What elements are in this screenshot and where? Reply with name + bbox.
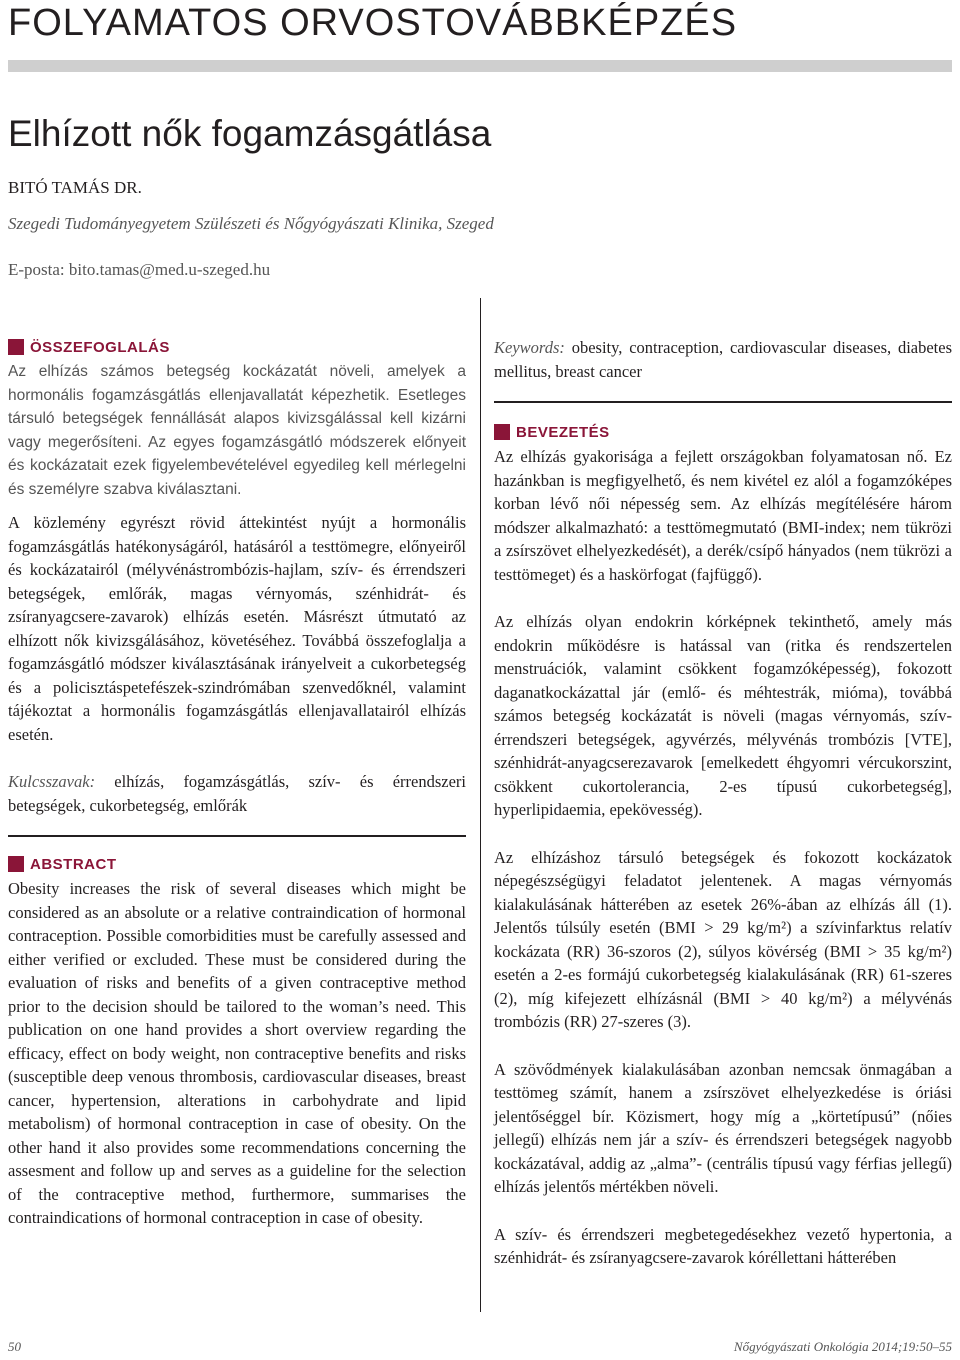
intro-paragraph-2: Az elhízás olyan endokrin kórképnek tekinthető, amely más endokrin működésre is hatással van (ritka és rendszertelen menstruációk, valamint csökkent fogamzóképesség), fokozott daganatkockázattal jár (emlő- és méhtestrák, mióma), továbbá számos betegség kockázatát is növeli (magas vérnyomás, szív-érrendszeri betegségek, agyvérzés, mélyvénás trombózis [VTE], szénhidrát-anyagcserezavarok [emelkedett éhgyomri vércukorszint, csökkent cukortolerancia, 2-es típusú cukorbetegség], hyperlipidaemia, epekövesség). xyxy=(494,612,952,819)
abstract-heading xyxy=(8,853,466,875)
keywords-en-text: obesity, contraception, cardiovascular diseases, diabetes mellitus, breast cancer xyxy=(494,338,952,381)
keywords-hu xyxy=(8,770,466,817)
journal-citation: Nőgyógyászati Onkológia 2014;19:50–55 xyxy=(733,1339,952,1354)
page-number: 50 xyxy=(8,1339,21,1354)
keywords-hu-text: elhízás, fogamzásgátlás, szív- és érrendszeri betegségek, cukorbetegség, emlőrák xyxy=(8,772,467,815)
column-divider xyxy=(480,298,481,1312)
summary-heading-label: ÖSSZEFOGLALÁS xyxy=(30,338,170,356)
abstract-heading-label: ABSTRACT xyxy=(30,855,117,873)
left-column xyxy=(8,336,466,1230)
keywords-en xyxy=(494,336,952,383)
abstract-paragraph: Obesity increases the risk of several diseases which might be considered as an absolute or a relative contraindication of hormonal contraception. Possible comorbidities must be carefully assessed and either verified or excluded. These must be considered during the evaluation of risks and benefits of a given contraceptive method prior to the decision should be tailored to the woman’s need. This publication on one hand provides a short overview regarding the efficacy, effect on body weight, non contraceptive benefits and risks (susceptible deep venous thrombosis, cardiovascular diseases, breast cancer, hypertension, alterations in carbohydrate and lipid metabolism) of hormonal contraception in case of obesity. On the other hand it also provides some recommendations concerning the assesment and follow up and serves as a guideline for the selection of the contraceptive method, furthermore, summarises the contraindications of hormonal contraception in case of obesity. xyxy=(8,879,466,1227)
right-column xyxy=(494,336,952,1270)
author: BITÓ TAMÁS DR. xyxy=(8,178,142,197)
series-title: FOLYAMATOS ORVOSTOVÁBBKÉPZÉS xyxy=(8,2,738,44)
keywords-en-label: Keywords: xyxy=(494,338,565,357)
summary-heading xyxy=(8,336,466,358)
right-rule xyxy=(494,401,952,403)
intro-heading xyxy=(494,421,952,443)
section-square-icon xyxy=(8,856,24,872)
intro-paragraph-3: Az elhízáshoz társuló betegségek és fokozott kockázatok népegészségügyi feladatot jelentenek. A magas vérnyomás kialakulásának hátterében az esetek 26%-ában az elhízás áll (1). Jelentős túlsúly esetén (BMI > 29 kg/m²) a szívinfarktus relatív kockázata (RR) 36-szoros (2), súlyos kövérség (BMI > 35 kg/m²) esetén a 2-es formájú cukorbetegség kialakulásának (RR) 61-szeres (2), míg kifejezett elhízásnál (BMI > 40 kg/m²) a mélyvénás trombózis (RR) 27-szeres (3). xyxy=(494,847,952,1031)
left-rule xyxy=(8,835,466,837)
affiliation: Szegedi Tudományegyetem Szülészeti és Nőgyógyászati Klinika, Szeged xyxy=(8,214,494,233)
intro-heading-label: BEVEZETÉS xyxy=(516,423,610,441)
keywords-hu-label: Kulcsszavak: xyxy=(8,772,96,791)
section-square-icon xyxy=(8,339,24,355)
summary-paragraph-2: A közlemény egyrészt rövid áttekintést nyújt a hormonális fogamzásgátlás hatékonyságáról, hatásáról a testtömegre, előnyeiről és kockázatairól (mélyvénástrombózis-hajlam, szív- és érrendszeri betegségek, emlőrák, magas vérnyomás, szénhidrát- és zsíranyagcsere-zavarok) elhízás esetén. Másrészt útmutató az elhízott nők kivizsgálásához, követéséhez. Továbbá összefoglalja a fogamzásgátló módszer kiválasztásának irányelveit a cukorbetegség és a policisztáspetefészek-szindrómában szenvedőknél, valamint tájékoztat a hormonális fogamzásgátlás ellenjavallatairól elhízás esetén. xyxy=(8,513,466,744)
intro-paragraph-1: Az elhízás gyakorisága a fejlett országokban folyamatosan nő. Ez hazánkban is megfigyelhető, és nem kivétel ez alól a fogamzóképes korban lévő női népesség sem. Az elhízás megítélésére három módszer alkalmazható: a testtömegmutató (BMI-index; nem tükrözi a zsírszövet elhelyezkedését), a derék/csípő hányados (nem tükrözi a testtömeget) és a haskörfogat (fajfüggő). xyxy=(494,447,952,584)
article-title: Elhízott nők fogamzásgátlása xyxy=(8,113,492,154)
section-square-icon xyxy=(494,424,510,440)
email: E-posta: bito.tamas@med.u-szeged.hu xyxy=(8,260,271,279)
intro-paragraph-5: A szív- és érrendszeri megbetegedésekhez vezető hypertonia, a szénhidrát- és zsíranyagcsere-zavarok kóréllettani hátterében xyxy=(494,1224,952,1267)
header-bar xyxy=(8,60,952,72)
intro-paragraph-4: A szövődmények kialakulásában azonban nemcsak önmagában a testtömeg számít, hanem a zsírszövet elhelyezkedése is óriási jelentőséggel bír. Közismert, hogy míg a „körtetípusú” (nőies jellegű) elhízás nem jár a szív- és érrendszeri betegségek nagyobb kockázatával, addig az „alma”- (centrális típusú vagy férfias jellegű) elhízás jelentős mértékben növeli. xyxy=(494,1059,952,1196)
summary-paragraph-1: Az elhízás számos betegség kockázatát növeli, amelyek a hormonális fogamzásgátlás ellenjavallatát képezhetik. Esetleges társuló betegségek fennállását alapos kivizsgálással kell kizárni vagy megerősíteni. Az egyes fogamzásgátló módszerek előnyeit és kockázatait ezek figyelembevételével egyedileg kell mérlegelni és személyre szabva kiválasztani. xyxy=(8,363,466,498)
